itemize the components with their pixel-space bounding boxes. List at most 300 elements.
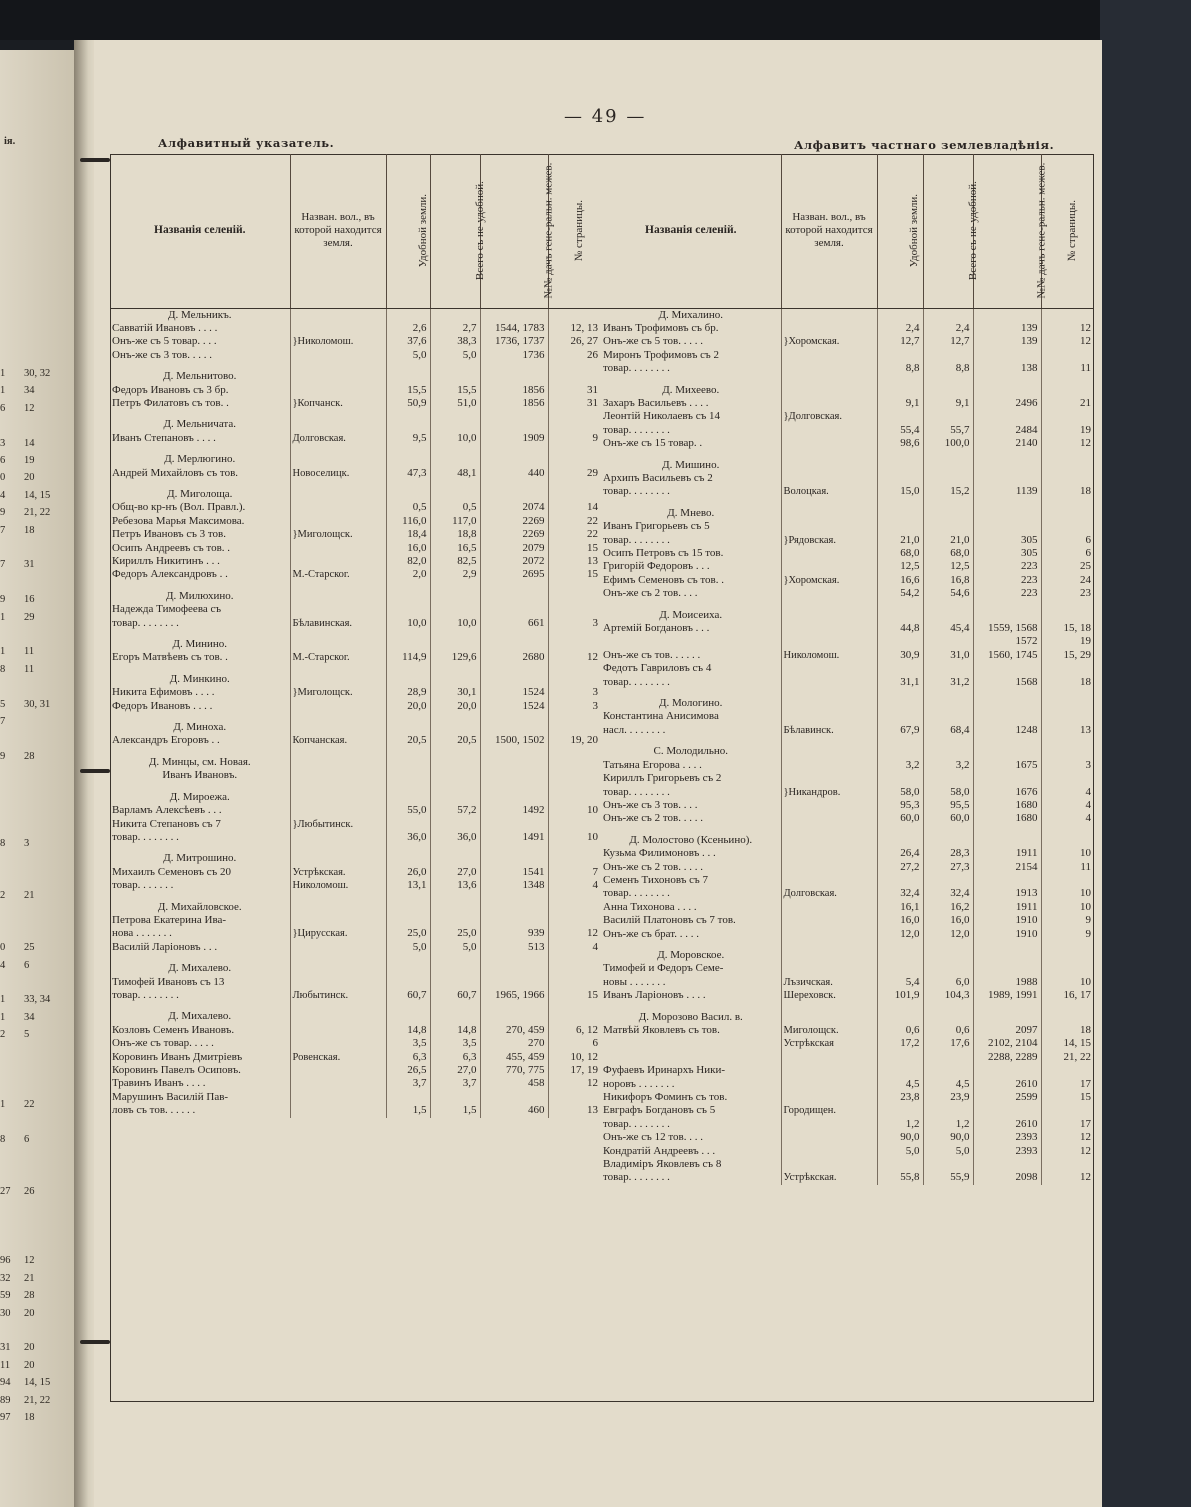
dach-value: 1680 (973, 799, 1041, 812)
owner-name: Федотъ Гавриловъ съ 4 (601, 662, 781, 675)
page-value: 15, 18 (1063, 622, 1091, 635)
dach-value: 1500, 1502 (480, 734, 548, 747)
empty-cell (1041, 949, 1094, 962)
dach-value: 1680 (973, 812, 1041, 825)
vsego-value: 36,0 (430, 831, 480, 844)
volost-name (781, 1064, 877, 1077)
empty-cell (781, 1011, 877, 1024)
vsego-value: 5,0 (923, 1145, 973, 1158)
header-left: Алфавитный указатель. (158, 136, 335, 150)
volost-name (781, 362, 877, 375)
edge-fragment-number: 97 (0, 1412, 11, 1423)
table-row (601, 887, 1094, 900)
empty-cell (1041, 451, 1094, 459)
page-value: 23 (1080, 587, 1091, 600)
udobnoi-value: 114,9 (386, 651, 430, 664)
empty-cell (781, 499, 877, 507)
edge-fragment-page: 34 (24, 1011, 35, 1023)
col-stranitsy-header: № страницы. (1041, 154, 1094, 308)
empty-cell (877, 737, 923, 745)
vsego-value: 3,7 (430, 1077, 480, 1090)
page-value: 10 (1080, 847, 1091, 860)
empty-cell (386, 370, 430, 383)
dach-value: 2599 (973, 1091, 1041, 1104)
empty-cell (480, 954, 548, 962)
edge-fragment-number: 5 (0, 698, 6, 710)
page-value: 6 (1085, 547, 1091, 559)
table-row (110, 322, 601, 335)
vsego-value: 2,4 (923, 322, 973, 335)
volost-name: Новоселицк. (290, 467, 386, 480)
empty-cell (923, 697, 973, 710)
vsego-value: 3,2 (923, 759, 973, 772)
table-row (601, 662, 1094, 675)
table-row (601, 1145, 1094, 1158)
table-row (110, 989, 601, 1002)
owner-name: Осипъ Петровъ съ 15 тов. (601, 547, 781, 560)
empty-cell (548, 370, 601, 383)
empty-cell (480, 756, 548, 769)
dach-value (973, 472, 1041, 485)
vsego-value: 6,3 (430, 1051, 480, 1064)
page-value: 12 (1080, 1131, 1091, 1144)
empty-cell (877, 689, 923, 697)
udobnoi-value: 1,5 (386, 1104, 430, 1117)
owner-name: норовъ . . . . . . . (601, 1078, 781, 1091)
empty-cell (973, 451, 1041, 459)
spacer-row (110, 480, 601, 488)
empty-cell (781, 609, 877, 622)
empty-cell (430, 638, 480, 651)
udobnoi-value: 20,0 (386, 700, 430, 713)
empty-cell (480, 590, 548, 603)
empty-cell (430, 962, 480, 975)
owner-name: товар. . . . . . . . (601, 362, 781, 375)
empty-cell (480, 638, 548, 651)
empty-cell (1041, 308, 1094, 322)
volost-name: }Никандров. (781, 786, 877, 799)
owner-name (601, 1037, 781, 1050)
empty-cell (480, 893, 548, 901)
empty-cell (290, 756, 386, 769)
settlement-name: Д. Мироежа. (110, 791, 290, 804)
table-row (601, 587, 1094, 600)
vsego-value: 5,0 (430, 941, 480, 954)
spacer-row (110, 665, 601, 673)
empty-cell (290, 480, 386, 488)
table-row (110, 384, 601, 397)
empty-cell (781, 697, 877, 710)
udobnoi-value (877, 962, 923, 975)
settlement-name: Д. Михалево. (110, 1010, 290, 1023)
owner-name: Семенъ Тихоновъ съ 7 (601, 874, 781, 887)
right-table-body (601, 308, 1094, 1185)
page-value: 4 (592, 940, 598, 953)
dach-value: 305 (973, 534, 1041, 547)
owner-name: Михаилъ Семеновъ съ 20 (110, 866, 290, 879)
empty-cell (548, 756, 601, 769)
table-row (110, 467, 601, 480)
vsego-value (923, 772, 973, 785)
right-index-table (601, 154, 1094, 1402)
empty-cell (781, 949, 877, 962)
dach-value: 2269 (480, 515, 548, 528)
empty-cell (290, 962, 386, 975)
edge-fragment-page: 30, 32 (24, 368, 51, 379)
table-row (601, 410, 1094, 423)
table-row (110, 1077, 601, 1090)
volost-name (781, 1118, 877, 1131)
empty-cell (290, 713, 386, 721)
dach-value: 305 (973, 547, 1041, 560)
spacer-row (601, 376, 1094, 384)
spacer-row (601, 826, 1094, 834)
empty-cell (1041, 384, 1094, 397)
table-row (110, 568, 601, 581)
volost-name (781, 710, 877, 723)
empty-cell (923, 834, 973, 847)
settlement-name: Д. Мельнитово. (110, 370, 290, 383)
empty-cell (386, 673, 430, 686)
udobnoi-value: 14,8 (386, 1024, 430, 1037)
edge-fragment-page: 28 (24, 750, 35, 762)
volost-name (290, 700, 386, 713)
empty-cell (548, 844, 601, 852)
udobnoi-value: 3,5 (386, 1037, 430, 1050)
udobnoi-value: 15,5 (386, 384, 430, 397)
vsego-value: 4,5 (923, 1078, 973, 1091)
empty-cell (781, 308, 877, 322)
edge-fragment-number: 94 (0, 1377, 11, 1389)
empty-cell (110, 844, 290, 852)
empty-cell (480, 453, 548, 466)
settlement-name: Д. Михайловское. (110, 901, 290, 914)
empty-cell (110, 480, 290, 488)
udobnoi-value (877, 662, 923, 675)
empty-cell (923, 949, 973, 962)
page-value: 4 (592, 879, 598, 892)
udobnoi-value: 16,6 (877, 574, 923, 587)
vsego-value: 55,9 (923, 1171, 973, 1184)
owner-name: Фуфаевъ Иринархъ Ники- (601, 1064, 781, 1077)
page-value: 24 (1080, 573, 1091, 586)
empty-cell (973, 1003, 1041, 1011)
col-stranitsy-header: № страницы. (548, 154, 601, 308)
dach-value: 2154 (973, 861, 1041, 874)
vsego-value: 48,1 (430, 467, 480, 480)
empty-cell (601, 376, 781, 384)
dach-value (973, 410, 1041, 423)
owner-name: Леонтій Николаевъ съ 14 (601, 410, 781, 423)
empty-cell (877, 1003, 923, 1011)
owner-name: Константина Анисимова (601, 710, 781, 723)
vsego-value (923, 410, 973, 423)
empty-cell (480, 362, 548, 370)
page-value: 3 (592, 616, 598, 629)
page-value (548, 603, 601, 616)
volost-name: }Николомош. (290, 335, 386, 348)
owner-name: Анна Тихонова . . . . (601, 901, 781, 914)
vsego-value: 57,2 (430, 804, 480, 817)
volost-name: М.-Старског. (290, 651, 386, 664)
dach-value: 1491 (480, 831, 548, 844)
dach-value (480, 818, 548, 831)
page-value: 10 (1080, 975, 1091, 988)
settlement-name: Д. Моисеиха. (601, 609, 781, 622)
dach-value: 2102, 2104 (973, 1037, 1041, 1050)
volost-name: Николомош. (781, 649, 877, 662)
empty-cell (548, 748, 601, 756)
empty-cell (290, 673, 386, 686)
empty-cell (877, 459, 923, 472)
empty-cell (290, 370, 386, 383)
dach-value (973, 1104, 1041, 1117)
vsego-value: 0,6 (923, 1024, 973, 1037)
owner-name: Егоръ Матвѣевъ съ тов. . (110, 651, 290, 664)
empty-cell (386, 1002, 430, 1010)
edge-fragment-number: 9 (0, 750, 6, 762)
edge-fragment-number: 31 (0, 1342, 11, 1354)
table-row (601, 759, 1094, 772)
vsego-value (430, 603, 480, 616)
edge-fragment-number: 30 (0, 1307, 11, 1319)
edge-fragment-number: 6 (0, 455, 6, 466)
table-row (110, 914, 601, 927)
empty-cell (548, 480, 601, 488)
edge-fragment-page: 33, 34 (24, 994, 51, 1006)
table-row (110, 700, 601, 713)
left-index-table (110, 154, 601, 1402)
vsego-value: 129,6 (430, 651, 480, 664)
page-value: 31 (587, 396, 598, 409)
dach-value: 1856 (480, 397, 548, 410)
empty-cell (430, 1002, 480, 1010)
empty-cell (781, 737, 877, 745)
dach-value: 661 (480, 617, 548, 630)
edge-fragment-number: 0 (0, 472, 6, 484)
table-row (601, 635, 1094, 648)
edge-fragment-number: 1 (0, 368, 6, 379)
dach-value: 1541 (480, 866, 548, 879)
dach-value: 1911 (973, 901, 1041, 914)
table-row (110, 976, 601, 989)
edge-fragment-number: 27 (0, 1185, 11, 1197)
empty-cell (877, 1011, 923, 1024)
table-row (601, 335, 1094, 348)
edge-fragment-number: 1 (0, 611, 6, 623)
col-volost-header: Назван. вол., въ которой находится земля. (781, 154, 877, 308)
settlement-name: Д. Миголоща. (110, 488, 290, 501)
page-value (1041, 710, 1094, 723)
vsego-value: 82,5 (430, 555, 480, 568)
page-value: 11 (1080, 860, 1091, 873)
owner-name: товар. . . . . . . . (601, 1118, 781, 1131)
settlement-heading-row (110, 962, 601, 975)
table-row (601, 847, 1094, 860)
settlement-heading-row (601, 459, 1094, 472)
settlement-heading-row (110, 308, 601, 322)
vsego-value: 32,4 (923, 887, 973, 900)
empty-cell (548, 453, 601, 466)
table-row (601, 349, 1094, 362)
dach-value: 2680 (480, 651, 548, 664)
vsego-value (923, 1104, 973, 1117)
empty-cell (480, 769, 548, 782)
empty-cell (290, 582, 386, 590)
page-value: 17, 19 (570, 1064, 598, 1076)
volost-name (781, 1145, 877, 1158)
dach-value: 1524 (480, 700, 548, 713)
dach-value: 2610 (973, 1078, 1041, 1091)
udobnoi-value: 47,3 (386, 467, 430, 480)
volost-name: }Хоромская. (781, 574, 877, 587)
page-value: 12, 13 (570, 321, 598, 334)
empty-cell (923, 308, 973, 322)
owner-name: Миронъ Трофимовъ съ 2 (601, 349, 781, 362)
scan-background-right (1100, 0, 1191, 1507)
edge-fragment-page: 12 (24, 402, 35, 414)
table-row (110, 804, 601, 817)
vsego-value: 1,5 (430, 1104, 480, 1117)
empty-cell (548, 791, 601, 804)
empty-cell (480, 962, 548, 975)
empty-cell (548, 713, 601, 721)
vsego-value: 8,8 (923, 362, 973, 375)
volost-name: Городищен. (781, 1104, 877, 1117)
vsego-value (923, 349, 973, 362)
vsego-value: 100,0 (923, 437, 973, 450)
settlement-name: Д. Михеево. (601, 384, 781, 397)
spacer-row (601, 499, 1094, 507)
settlement-heading-row (110, 453, 601, 466)
volost-name: }Миголощск. (290, 686, 386, 699)
edge-fragment-page: 14, 15 (24, 1377, 51, 1389)
vsego-value: 18,8 (430, 528, 480, 541)
dach-value: 1544, 1783 (480, 322, 548, 335)
edge-fragment-number: 2 (0, 1029, 6, 1041)
empty-cell (548, 308, 601, 322)
page-value: 19 (1080, 635, 1091, 648)
udobnoi-value: 4,5 (877, 1078, 923, 1091)
spacer-row (601, 601, 1094, 609)
empty-cell (480, 852, 548, 865)
col-dach-header: №№ дачъ гене-ральн. межев. (480, 154, 548, 308)
owner-name: Онъ-же съ 5 тов. . . . . (601, 335, 781, 348)
owner-name: Травинъ Иванъ . . . . (110, 1077, 290, 1090)
volost-name (781, 928, 877, 941)
page-value (1041, 349, 1094, 362)
page-value: 6, 12 (576, 1023, 598, 1036)
vsego-value: 21,0 (923, 534, 973, 547)
spacer-row (110, 893, 601, 901)
empty-cell (480, 673, 548, 686)
empty-cell (1041, 1003, 1094, 1011)
volost-name (290, 603, 386, 616)
empty-cell (430, 480, 480, 488)
table-row (601, 574, 1094, 587)
empty-cell (973, 834, 1041, 847)
owner-name: Иванъ Степановъ . . . . (110, 432, 290, 445)
empty-cell (877, 507, 923, 520)
dach-value: 270 (480, 1037, 548, 1050)
empty-cell (923, 689, 973, 697)
udobnoi-value: 3,2 (877, 759, 923, 772)
dach-value: 1736 (480, 349, 548, 362)
dach-value: 270, 459 (480, 1024, 548, 1037)
udobnoi-value: 0,6 (877, 1024, 923, 1037)
empty-cell (923, 451, 973, 459)
table-row (601, 928, 1094, 941)
empty-cell (430, 445, 480, 453)
empty-cell (480, 713, 548, 721)
owner-name: Никифоръ Фоминъ съ тов. (601, 1091, 781, 1104)
empty-cell (877, 376, 923, 384)
empty-cell (923, 384, 973, 397)
page-value: 18 (1080, 485, 1091, 498)
udobnoi-value (877, 1051, 923, 1064)
empty-cell (877, 451, 923, 459)
owner-name: Евграфъ Богдановъ съ 5 (601, 1104, 781, 1117)
udobnoi-value (877, 772, 923, 785)
empty-cell (386, 901, 430, 914)
table-row (110, 941, 601, 954)
vsego-value: 28,3 (923, 847, 973, 860)
table-row (110, 879, 601, 892)
table-row (601, 914, 1094, 927)
volost-name (781, 662, 877, 675)
page-value: 11 (1080, 362, 1091, 375)
vsego-value: 20,0 (430, 700, 480, 713)
page-value (1041, 1064, 1094, 1077)
empty-cell (110, 954, 290, 962)
udobnoi-value: 10,0 (386, 617, 430, 630)
vsego-value (923, 962, 973, 975)
udobnoi-value: 9,1 (877, 397, 923, 410)
edge-fragment-number: 7 (0, 559, 6, 571)
binding-thread-mark (80, 158, 110, 162)
dach-value: 2079 (480, 542, 548, 555)
udobnoi-value: 27,2 (877, 861, 923, 874)
col-name-header: Названія селеній. (110, 154, 290, 308)
dach-value: 1139 (973, 485, 1041, 498)
page-value: 12 (587, 1077, 598, 1090)
table-row (601, 322, 1094, 335)
vsego-value (923, 1051, 973, 1064)
table-row (601, 962, 1094, 975)
page-value: 9 (1085, 927, 1091, 940)
empty-cell (923, 826, 973, 834)
volost-name (290, 515, 386, 528)
volost-name: Миголощск. (781, 1024, 877, 1037)
owner-name: нова . . . . . . . (110, 927, 290, 940)
empty-cell (548, 410, 601, 418)
edge-fragment-number: 4 (0, 489, 6, 501)
vsego-value: 117,0 (430, 515, 480, 528)
page-value: 12 (587, 651, 598, 664)
volost-name: Копчанская. (290, 734, 386, 747)
settlement-name: Д. Миноха. (110, 721, 290, 734)
udobnoi-value: 25,0 (386, 927, 430, 940)
empty-cell (601, 499, 781, 507)
col-dach-header: №№ дачъ гене-ральн. межев. (973, 154, 1041, 308)
table-row (601, 989, 1094, 1002)
settlement-name: Иванъ Ивановъ. (110, 769, 290, 782)
settlement-heading-row (601, 308, 1094, 322)
empty-cell (110, 1002, 290, 1010)
udobnoi-value: 2,6 (386, 322, 430, 335)
empty-cell (386, 1010, 430, 1023)
dach-value: 1492 (480, 804, 548, 817)
